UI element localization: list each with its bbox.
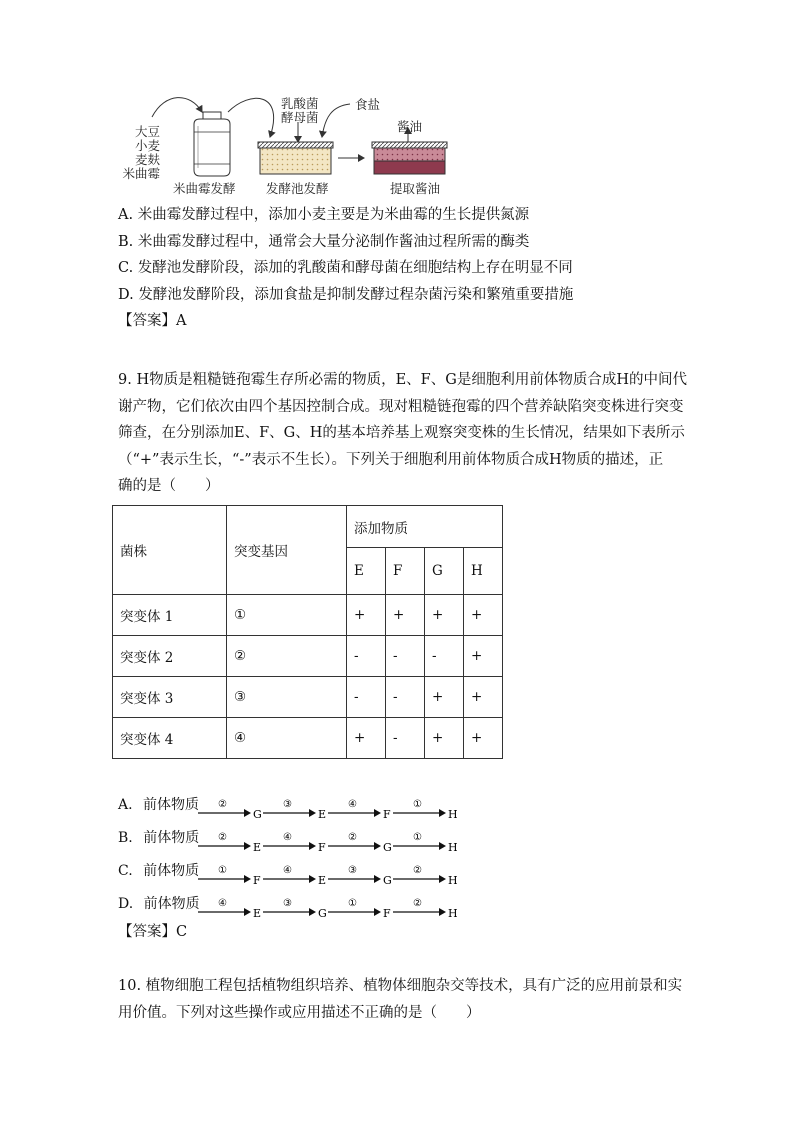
gene-label: ① <box>413 832 422 843</box>
q9-answer: 【答案】C <box>118 924 188 940</box>
pathway-node: G <box>253 808 262 821</box>
cell-h: + <box>464 677 503 718</box>
q9-stem-line: （“+”表示生长，“-”表示不生长）。下列关于细胞利用前体物质合成H物质的描述，正 <box>118 451 664 468</box>
gene-label: ② <box>348 832 357 843</box>
q8-options <box>118 202 573 335</box>
header-g: G <box>425 548 464 595</box>
pathway-node: H <box>448 907 458 920</box>
arrowhead <box>439 809 446 817</box>
label-yeast: 酵母菌 <box>281 110 319 125</box>
pathway-node: E <box>253 841 262 854</box>
arrow-to-jar <box>152 98 202 117</box>
cell-g: + <box>425 718 464 759</box>
q8-answer: 【答案】A <box>118 313 187 329</box>
cell-gene: ① <box>227 595 347 636</box>
cell-f: + <box>386 595 425 636</box>
cell-strain: 突变体 2 <box>113 636 227 677</box>
q9-stem-line: 9. H物质是粗糙链孢霉生存所必需的物质，E、F、G是细胞利用前体物质合成H的中间代 <box>118 372 687 388</box>
arrow-to-tank <box>228 98 274 137</box>
gene-label: ④ <box>283 832 292 843</box>
pathway-option <box>118 796 518 822</box>
cell-e: + <box>347 595 386 636</box>
pathway-option <box>118 829 518 855</box>
header-strain: 菌株 <box>113 506 227 595</box>
header-e: E <box>347 548 386 595</box>
header-gene: 突变基因 <box>227 506 347 595</box>
arrowhead <box>439 875 446 883</box>
cell-f: - <box>386 718 425 759</box>
pathway-node: E <box>253 907 262 920</box>
arrowhead <box>244 809 251 817</box>
pathway-diagram <box>198 829 528 855</box>
gene-label: ③ <box>283 898 292 909</box>
arrowhead <box>374 908 381 916</box>
arrowhead <box>374 809 381 817</box>
q9-stem-line: 谢产物，它们依次由四个基因控制合成。现对粗糙链孢霉的四个营养缺陷突变株进行突变 <box>118 398 684 415</box>
option-start: 前体物质 <box>143 830 200 846</box>
gene-label: ① <box>348 898 357 909</box>
q8-option-b: B. 米曲霉发酵过程中，通常会大量分泌制作酱油过程所需的酶类 <box>118 233 530 250</box>
table-row <box>113 677 503 718</box>
cell-h: + <box>464 718 503 759</box>
pathway-node: H <box>448 808 458 821</box>
gene-label: ④ <box>218 898 227 909</box>
q9-options <box>118 790 518 922</box>
pathway-node: H <box>448 874 458 887</box>
option-letter: D. <box>118 896 134 912</box>
q8-option-c: C. 发酵池发酵阶段，添加的乳酸菌和酵母菌在细胞结构上存在明显不同 <box>118 260 573 276</box>
label-soy-sauce: 酱油 <box>397 119 423 134</box>
pathway-node: G <box>383 874 392 887</box>
arrowhead <box>374 875 381 883</box>
q8-option-a: A. 米曲霉发酵过程中，添加小麦主要是为米曲霉的生长提供氮源 <box>118 207 530 223</box>
gene-label: ② <box>218 799 227 810</box>
cell-f: - <box>386 636 425 677</box>
gene-label: ① <box>218 865 227 876</box>
q10-stem-line: 10. 植物细胞工程包括植物组织培养、植物体细胞杂交等技术，具有广泛的应用前景和实 <box>118 978 683 994</box>
gene-label: ④ <box>348 799 357 810</box>
option-start: 前体物质 <box>143 797 200 813</box>
option-letter: B. <box>118 830 133 846</box>
jar-icon <box>194 112 230 176</box>
arrowhead <box>309 842 316 850</box>
gene-label: ① <box>413 799 422 810</box>
mutant-table <box>112 505 503 759</box>
q8-option-d: D. 发酵池发酵阶段，添加食盐是抑制发酵过程杂菌污染和繁殖重要措施 <box>118 286 574 303</box>
header-f: F <box>386 548 425 595</box>
cell-strain: 突变体 4 <box>113 718 227 759</box>
q10-stem-line: 用价值。下列对这些操作或应用描述不正确的是（ ） <box>118 1004 481 1021</box>
gene-label: ④ <box>283 865 292 876</box>
pathway-option <box>118 862 518 888</box>
arrowhead <box>309 908 316 916</box>
arrowhead <box>244 875 251 883</box>
pathway-node: F <box>253 874 261 887</box>
cell-f: - <box>386 677 425 718</box>
label-wheat: 小麦 <box>134 138 160 153</box>
arrowhead <box>439 842 446 850</box>
gene-label: ② <box>413 898 422 909</box>
table-row <box>113 636 503 677</box>
header-h: H <box>464 548 503 595</box>
gene-label: ② <box>218 832 227 843</box>
arrowhead <box>374 842 381 850</box>
caption-aspergillus-fermentation: 米曲霉发酵 <box>173 181 236 196</box>
label-salt: 食盐 <box>355 97 381 112</box>
cell-e: + <box>347 718 386 759</box>
pathway-node: F <box>383 907 391 920</box>
option-start: 前体物质 <box>143 896 200 912</box>
header-added-substance: 添加物质 <box>347 506 503 548</box>
q9-stem-line: 筛查，在分别添加E、F、G、H的基本培养基上观察突变株的生长情况，结果如下表所示 <box>118 425 685 441</box>
pathway-node: G <box>318 907 327 920</box>
pathway-diagram <box>198 895 528 921</box>
q9-stem <box>118 367 687 500</box>
cell-e: - <box>347 677 386 718</box>
pathway-node: F <box>318 841 326 854</box>
label-soybean: 大豆 <box>134 124 160 139</box>
arrowhead <box>244 842 251 850</box>
cell-h: + <box>464 595 503 636</box>
caption-tank-fermentation: 发酵池发酵 <box>266 181 329 196</box>
cell-strain: 突变体 1 <box>113 595 227 636</box>
pathway-option <box>118 895 518 921</box>
caption-extract-soy-sauce: 提取酱油 <box>390 181 441 196</box>
gene-label: ② <box>413 865 422 876</box>
arrowhead <box>309 809 316 817</box>
cell-gene: ③ <box>227 677 347 718</box>
q10-stem <box>118 973 682 1026</box>
arrowhead <box>309 875 316 883</box>
q9-stem-line: 确的是（ ） <box>118 478 220 494</box>
table-row <box>113 718 503 759</box>
pathway-node: E <box>318 808 327 821</box>
extraction-tank-icon <box>372 128 447 174</box>
pathway-diagram <box>198 862 528 888</box>
cell-gene: ② <box>227 636 347 677</box>
cell-g: + <box>425 677 464 718</box>
table-row <box>113 595 503 636</box>
cell-e: - <box>347 636 386 677</box>
label-aspergillus: 米曲霉 <box>122 166 160 181</box>
ingredient-labels <box>116 125 160 181</box>
bacteria-labels <box>281 97 319 125</box>
cell-g: + <box>425 595 464 636</box>
option-letter: A. <box>118 797 133 813</box>
pathway-node: E <box>318 874 327 887</box>
arrowhead <box>244 908 251 916</box>
gene-label: ③ <box>283 799 292 810</box>
gene-label: ③ <box>348 865 357 876</box>
label-lactic-acid-bacteria: 乳酸菌 <box>281 96 319 111</box>
cell-strain: 突变体 3 <box>113 677 227 718</box>
label-bran: 麦麸 <box>134 152 160 167</box>
cell-gene: ④ <box>227 718 347 759</box>
salt-arrow <box>322 104 350 137</box>
cell-g: - <box>425 636 464 677</box>
pathway-node: G <box>383 841 392 854</box>
cell-h: + <box>464 636 503 677</box>
fermentation-tank-icon <box>258 142 333 174</box>
pathway-node: F <box>383 808 391 821</box>
pathway-diagram <box>198 796 528 822</box>
option-start: 前体物质 <box>143 863 200 879</box>
arrowhead <box>439 908 446 916</box>
pathway-node: H <box>448 841 458 854</box>
option-letter: C. <box>118 863 133 879</box>
